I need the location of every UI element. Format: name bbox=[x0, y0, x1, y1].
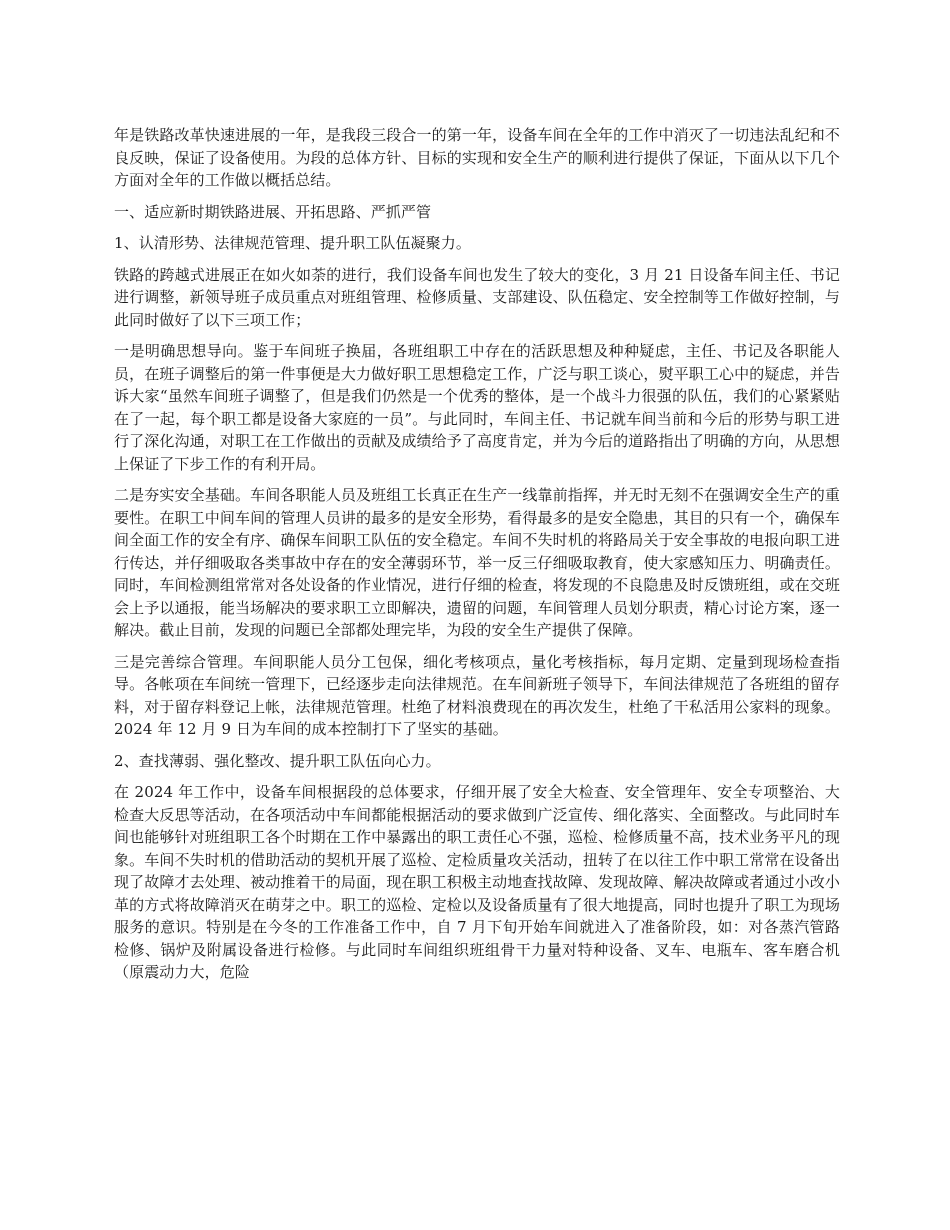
subsection-heading-2: 2、查找薄弱、强化整改、提升职工队伍向心力。 bbox=[114, 751, 441, 770]
intro-paragraph: 年是铁路改革快速进展的一年，是我段三段合一的第一年，设备车间在全年的工作中消灭了一切违法乱纪和不良反映，保证了设备使用。为段的总体方针、目标的实现和安全生产的顺利进行提供了保证，下面从以下几个方面对全年的工作做以概括总结。 bbox=[114, 126, 840, 189]
body-paragraph: 二是夯实安全基础。车间各职能人员及班组工长真正在生产一线靠前指挥，并无时无刻不在强调安全生产的重要性。在职工中间车间的管理人员讲的最多的是安全形势，看得最多的是安全隐患，其目的只有一个，确保车间全面工作的安全有序、确保车间职工队伍的安全稳定。车间不失时机的将路局关于安全事故的电报向职工进行传达，并仔细吸取各类事故中存在的安全薄弱环节，举一反三仔细吸取教育，使大家感知压力、明确责任。同时，车间检测组常常对各处设备的作业情况，进行仔细的检查，将发现的不良隐患及时反馈班组，或在交班会上予以通报，能当场解决的要求职工立即解决，遗留的问题，车间管理人员划分职责，精心讨论方案，逐一解决。截止目前，发现的问题已全部都处理完毕，为段的安全生产提供了保障。 bbox=[114, 486, 840, 639]
body-paragraph: 一是明确思想导向。鉴于车间班子换届，各班组职工中存在的活跃思想及种种疑虑，主任、书记及各职能人员，在班子调整后的第一件事便是大力做好职工思想稳定工作，广泛与职工谈心，熨平职工心中的疑虑，并告诉大家“虽然车间班子调整了，但是我们仍然是一个优秀的整体，是一个战斗力很强的队伍，我们的心紧紧贴在了一起，每个职工都是设备大家庭的一员”。与此同时，车间主任、书记就车间当前和今后的形势与职工进行了深化沟通，对职工在工作做出的贡献及成绩给予了高度肯定，并为今后的道路指出了明确的方向，从思想上保证了下步工作的有利开局。 bbox=[114, 342, 840, 473]
section-heading-1: 一、适应新时期铁路进展、开拓思路、严抓严管 bbox=[114, 202, 432, 221]
body-paragraph: 在 2024 年工作中，设备车间根据段的总体要求，仔细开展了安全大检查、安全管理年、安全专项整治、大检查大反思等活动，在各项活动中车间都能根据活动的要求做到广泛宣传、细化落实、全面整改。与此同时车间也能够针对班组职工各个时期在工作中暴露出的职工责任心不强，巡检、检修质量不高，技术业务平凡的现象。车间不失时机的借助活动的契机开展了巡检、定检质量攻关活动，扭转了在以往工作中职工常常在设备出现了故障才去处理、被动推着干的局面，现在职工积极主动地查找故障、发现故障、解决故障或者通过小改小革的方式将故障消灭在萌芽之中。职工的巡检、定检以及设备质量有了很大地提高，同时也提升了职工为现场服务的意识。特别是在今冬的工作准备工作中，自 7 月下旬开始车间就进入了准备阶段，如：对各蒸汽管路检修、锅炉及附属设备进行检修。与此同时车间组织班组骨干力量对特种设备、叉车、电瓶车、客车磨合机（原震动力大，危险 bbox=[114, 783, 840, 981]
document-body bbox=[114, 124, 840, 993]
body-paragraph: 铁路的跨越式进展正在如火如荼的进行，我们设备车间也发生了较大的变化，3 月 21 日设备车间主任、书记进行调整，新领导班子成员重点对班组管理、检修质量、支部建设、队伍稳定、安全控制等工作做好控制，与此同时做好了以下三项工作； bbox=[114, 265, 840, 329]
body-paragraph: 三是完善综合管理。车间职能人员分工包保，细化考核项点，量化考核指标，每月定期、定量到现场检查指导。各帐项在车间统一管理下，已经逐步走向法律规范。在车间新班子领导下，车间法律规范了各班组的留存料，对于留存料登记上帐，法律规范管理。杜绝了材料浪费现在的再次发生，杜绝了干私活用公家料的现象。2024 年 12 月 9 日为车间的成本控制打下了坚实的基础。 bbox=[114, 652, 840, 738]
subsection-heading-1: 1、认清形势、法律规范管理、提升职工队伍凝聚力。 bbox=[114, 234, 471, 252]
